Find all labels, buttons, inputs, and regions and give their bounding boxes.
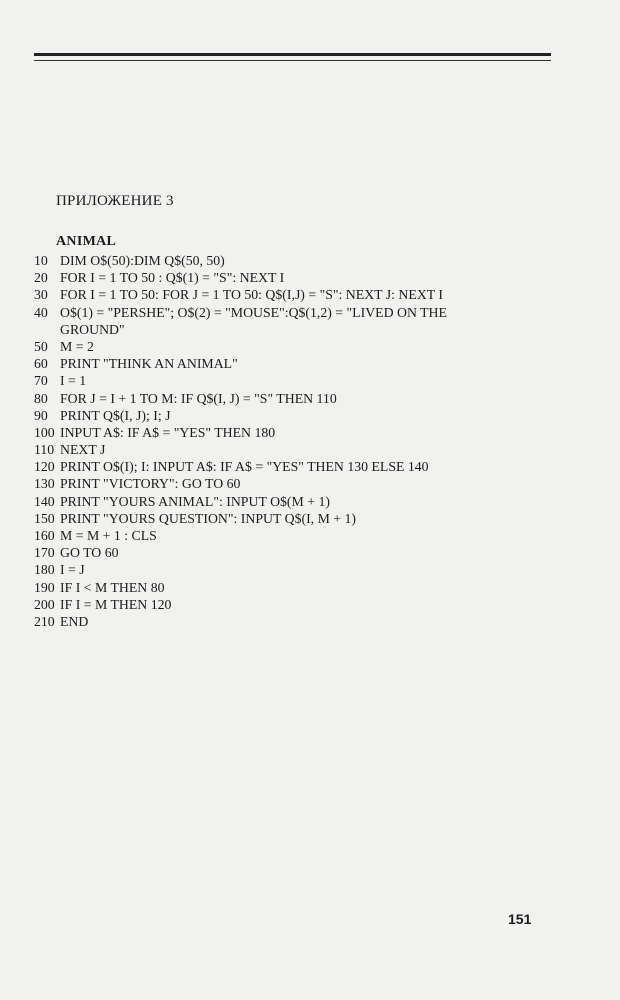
- line-number: [34, 321, 60, 338]
- code-line: [34, 510, 534, 527]
- code-line: [34, 493, 534, 510]
- code-text: M = 2: [60, 338, 94, 354]
- code-text: FOR I = 1 TO 50 : Q$(1) = "S": NEXT I: [60, 270, 285, 286]
- code-line: [34, 390, 534, 407]
- line-number: 80: [34, 390, 48, 406]
- code-text: NEXT J: [60, 442, 106, 458]
- code-text: IF I < M THEN 80: [60, 579, 165, 595]
- code-line: [34, 475, 534, 492]
- code-text: DIM O$(50):DIM Q$(50, 50): [60, 253, 225, 268]
- code-line: [34, 424, 534, 441]
- code-text: GO TO 60: [60, 545, 119, 561]
- line-number: 120: [34, 459, 55, 475]
- code-line: [34, 596, 534, 613]
- line-number: 100: [34, 424, 55, 440]
- line-number: 30: [34, 287, 48, 303]
- line-number: 40: [34, 304, 48, 320]
- page-number: 151: [508, 911, 532, 927]
- code-text: I = J: [60, 562, 85, 578]
- line-number: 90: [34, 407, 48, 423]
- code-line: [34, 338, 534, 355]
- line-number: 150: [34, 510, 55, 526]
- code-line: [34, 372, 534, 389]
- code-line: [34, 355, 534, 372]
- line-number: 130: [34, 476, 55, 492]
- code-line: [34, 579, 534, 596]
- line-number: 160: [34, 528, 55, 543]
- line-number: 70: [34, 373, 48, 389]
- code-text: PRINT "YOURS ANIMAL": INPUT O$(M + 1): [60, 493, 330, 509]
- line-number: 170: [34, 545, 55, 561]
- code-text: O$(1) = "PERSHE"; O$(2) = "MOUSE":Q$(1,2) = "LIVED ON THE: [60, 304, 447, 320]
- line-number: 20: [34, 270, 48, 286]
- code-text: FOR I = 1 TO 50: FOR J = 1 TO 50: Q$(I,J) = "S": NEXT J: NEXT I: [60, 287, 444, 303]
- code-text: INPUT A$: IF A$ = "YES" THEN 180: [60, 424, 276, 440]
- code-text: PRINT "VICTORY": GO TO 60: [60, 476, 241, 492]
- code-line: [34, 304, 534, 321]
- line-number: 50: [34, 338, 48, 354]
- code-line: [34, 527, 534, 544]
- code-line: [34, 321, 534, 338]
- code-text: GROUND": [60, 321, 125, 337]
- line-number: 10: [34, 253, 48, 268]
- header-rule-thin: [34, 60, 551, 61]
- code-line: [34, 252, 534, 269]
- code-text: FOR J = I + 1 TO M: IF Q$(I, J) = "S" THEN 110: [60, 390, 337, 406]
- code-line: [34, 286, 534, 303]
- code-line: [34, 441, 534, 458]
- line-number: 110: [34, 442, 55, 458]
- code-line: [34, 269, 534, 286]
- appendix-title: ПРИЛОЖЕНИЕ 3: [56, 193, 174, 209]
- code-text: PRINT O$(I); I: INPUT A$: IF A$ = "YES" THEN 130 ELSE 140: [60, 459, 429, 475]
- basic-listing: [34, 252, 534, 630]
- line-number: 60: [34, 356, 48, 372]
- code-text: IF I = M THEN 120: [60, 596, 172, 612]
- code-text: END: [60, 613, 89, 629]
- code-text: M = M + 1 : CLS: [60, 528, 157, 543]
- line-number: 180: [34, 562, 55, 578]
- code-text: PRINT Q$(I, J); I; J: [60, 407, 171, 423]
- code-line: [34, 458, 534, 475]
- line-number: 200: [34, 596, 55, 612]
- code-text: PRINT "THINK AN ANIMAL": [60, 356, 238, 372]
- code-line: [34, 407, 534, 424]
- code-line: [34, 613, 534, 630]
- code-text: PRINT "YOURS QUESTION": INPUT Q$(I, M + 1): [60, 510, 357, 526]
- code-line: [34, 544, 534, 561]
- line-number: 190: [34, 579, 55, 595]
- code-line: [34, 561, 534, 578]
- program-title: ANIMAL: [56, 234, 117, 249]
- code-text: I = 1: [60, 373, 87, 389]
- header-rule-thick: [34, 53, 551, 56]
- line-number: 210: [34, 613, 55, 629]
- line-number: 140: [34, 493, 55, 509]
